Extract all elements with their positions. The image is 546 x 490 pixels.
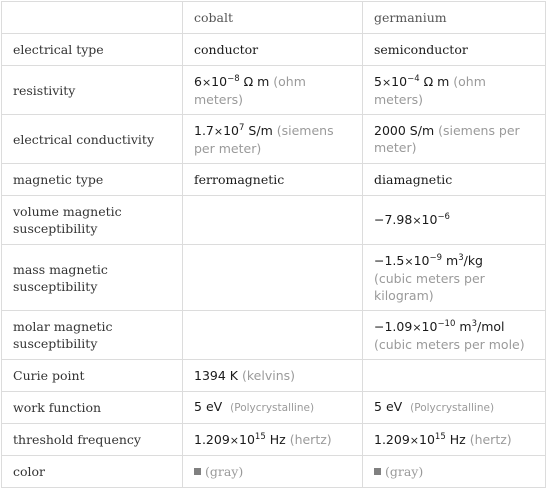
exponent: −4: [407, 73, 420, 84]
times-sign: ×: [201, 75, 212, 89]
table-row: [2, 115, 546, 164]
exponent: −8: [227, 73, 240, 84]
germanium-value: [363, 360, 546, 392]
row-label: electrical conductivity: [2, 115, 183, 164]
row-label: magnetic type: [2, 164, 183, 196]
unit-name: (hertz): [289, 431, 332, 447]
times-sign: ×: [381, 75, 392, 89]
exponent: 15: [434, 431, 446, 442]
cobalt-value: [183, 311, 363, 360]
germanium-value: [363, 392, 546, 424]
header-row: [2, 2, 546, 34]
unit: eV: [385, 399, 403, 414]
row-label: work function: [2, 392, 183, 424]
table-row: [2, 66, 546, 115]
cobalt-value: [183, 456, 363, 488]
unit: m: [446, 252, 459, 268]
color-swatch-icon: [194, 468, 201, 475]
row-label: electrical type: [2, 34, 183, 66]
row-label: Curie point: [2, 360, 183, 392]
mantissa: 1.209: [194, 431, 230, 447]
germanium-value: semiconductor: [363, 34, 546, 66]
exponent: 7: [239, 122, 245, 133]
row-label: mass magnetic susceptibility: [2, 245, 183, 311]
exponent: 15: [254, 431, 266, 442]
germanium-value: [363, 311, 546, 360]
mantissa: 6: [194, 73, 202, 89]
unit: Ω m: [423, 73, 450, 89]
mantissa: 1.209: [374, 431, 410, 447]
unit-name: (siemens per meter): [194, 122, 334, 156]
table-row: [2, 424, 546, 456]
color-name: (gray): [205, 464, 244, 479]
unit: m: [459, 318, 472, 334]
unit: Ω m: [243, 73, 270, 89]
row-label: color: [2, 456, 183, 488]
unit: Hz: [269, 431, 286, 447]
unit-tail: /kg: [463, 252, 483, 268]
note: (Polycrystalline): [230, 402, 315, 414]
unit: S/m: [248, 122, 273, 138]
value: 2000: [374, 123, 406, 138]
base: 10: [211, 73, 228, 89]
base: 10: [223, 122, 240, 138]
exponent: −6: [437, 212, 450, 222]
unit-tail: /mol: [476, 318, 505, 334]
table-row: [2, 392, 546, 424]
value: 1394: [194, 368, 226, 383]
unit: eV: [205, 399, 223, 414]
unit: K: [229, 368, 238, 383]
note: (Polycrystalline): [410, 402, 495, 414]
table-row: [2, 34, 546, 66]
base: 10: [421, 212, 438, 227]
table-row: [2, 245, 546, 311]
base: 10: [421, 318, 438, 334]
cobalt-value: [183, 196, 363, 245]
times-sign: ×: [412, 214, 422, 227]
cobalt-value: [183, 245, 363, 311]
cobalt-value: [183, 66, 363, 115]
unit-name: (hertz): [469, 431, 512, 447]
mantissa: −1.5: [374, 252, 405, 268]
unit-name: (kelvins): [241, 368, 295, 383]
base: 10: [413, 252, 430, 268]
exponent: −9: [429, 252, 443, 263]
germanium-value: [363, 66, 546, 115]
value: 5: [194, 399, 202, 414]
properties-table: [1, 1, 546, 488]
germanium-value: [363, 115, 546, 164]
table-row: [2, 360, 546, 392]
germanium-value: [363, 424, 546, 456]
row-label: volume magnetic susceptibility: [2, 196, 183, 245]
column-header-cobalt: cobalt: [183, 2, 363, 34]
corner-cell: [2, 2, 183, 34]
column-header-germanium: germanium: [363, 2, 546, 34]
value: 5: [374, 399, 382, 414]
germanium-value: diamagnetic: [363, 164, 546, 196]
germanium-value: [363, 196, 546, 245]
times-sign: ×: [404, 254, 414, 268]
times-sign: ×: [229, 433, 240, 447]
mantissa: 1.7: [194, 122, 214, 138]
table-row: [2, 456, 546, 488]
table-row: [2, 311, 546, 360]
mantissa: −7.98: [374, 212, 413, 227]
table-row: [2, 196, 546, 245]
unit-name: (siemens per meter): [374, 123, 520, 155]
row-label: molar magnetic susceptibility: [2, 311, 183, 360]
row-label: threshold frequency: [2, 424, 183, 456]
times-sign: ×: [409, 433, 420, 447]
mantissa: −1.09: [374, 318, 413, 334]
unit-exponent: 3: [458, 252, 464, 263]
times-sign: ×: [213, 124, 224, 138]
row-label: resistivity: [2, 66, 183, 115]
exponent: −10: [437, 318, 456, 329]
unit-name: (ohm meters): [374, 73, 486, 107]
color-swatch-icon: [374, 468, 381, 475]
base: 10: [419, 431, 435, 447]
cobalt-value: [183, 424, 363, 456]
cobalt-value: [183, 360, 363, 392]
unit-name: (cubic meters per kilogram): [374, 270, 485, 303]
cobalt-value: [183, 115, 363, 164]
unit-exponent: 3: [471, 318, 477, 329]
germanium-value: [363, 456, 546, 488]
unit: Hz: [449, 431, 466, 447]
unit: S/m: [409, 123, 435, 138]
table-row: [2, 164, 546, 196]
base: 10: [391, 73, 408, 89]
mantissa: 5: [374, 73, 382, 89]
cobalt-value: ferromagnetic: [183, 164, 363, 196]
unit-name: (ohm meters): [194, 73, 306, 107]
cobalt-value: conductor: [183, 34, 363, 66]
times-sign: ×: [412, 320, 422, 334]
germanium-value: [363, 245, 546, 311]
unit-name: (cubic meters per mole): [374, 336, 525, 352]
cobalt-value: [183, 392, 363, 424]
base: 10: [239, 431, 255, 447]
color-name: (gray): [385, 464, 424, 479]
